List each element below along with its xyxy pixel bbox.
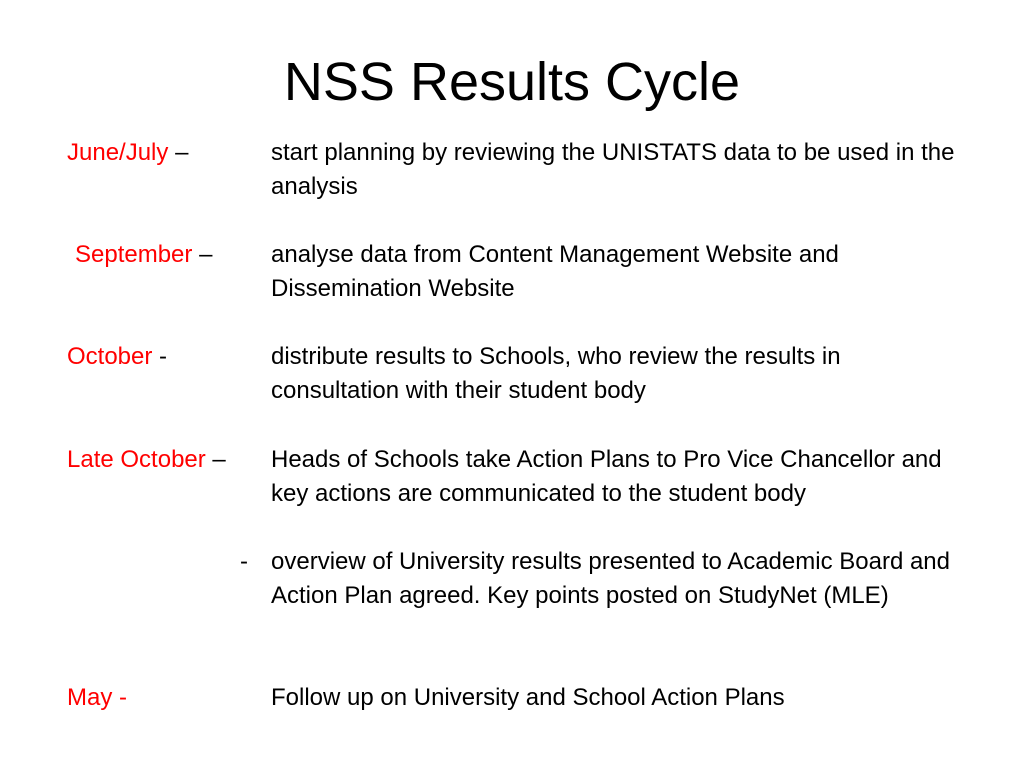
entry-september-description: analyse data from Content Management Website and Dissemination Website — [271, 241, 839, 302]
entry-september-label — [75, 238, 212, 272]
entry-separator: – — [212, 446, 226, 473]
entry-separator: – — [199, 241, 213, 268]
sub-bullet-dash: - — [240, 548, 248, 575]
entry-may-label — [67, 681, 127, 715]
entry-june-july-label — [67, 136, 188, 170]
entry-term: May - — [67, 684, 127, 711]
entry-term: September — [75, 241, 193, 268]
entry-term: Late October — [67, 446, 206, 473]
entry-term: October — [67, 343, 153, 370]
entry-may-description: Follow up on University and School Action Plans — [271, 684, 785, 711]
entry-late-october-label — [67, 443, 226, 477]
entry-separator: – — [175, 139, 189, 166]
entry-late-october-sub-description: overview of University results presented to Academic Board and Action Plan agreed. Key points posted on StudyNet (MLE) — [271, 548, 950, 609]
entry-term: June/July — [67, 139, 169, 166]
slide-title: NSS Results Cycle — [283, 52, 741, 112]
entry-october-label — [67, 340, 167, 374]
entry-late-october-description: Heads of Schools take Action Plans to Pro Vice Chancellor and key actions are communicated to the student body — [271, 446, 942, 507]
entry-separator: - — [159, 343, 168, 370]
entry-october-description: distribute results to Schools, who review the results in consultation with their student body — [271, 343, 841, 404]
entry-june-july-description: start planning by reviewing the UNISTATS data to be used in the analysis — [271, 139, 955, 200]
